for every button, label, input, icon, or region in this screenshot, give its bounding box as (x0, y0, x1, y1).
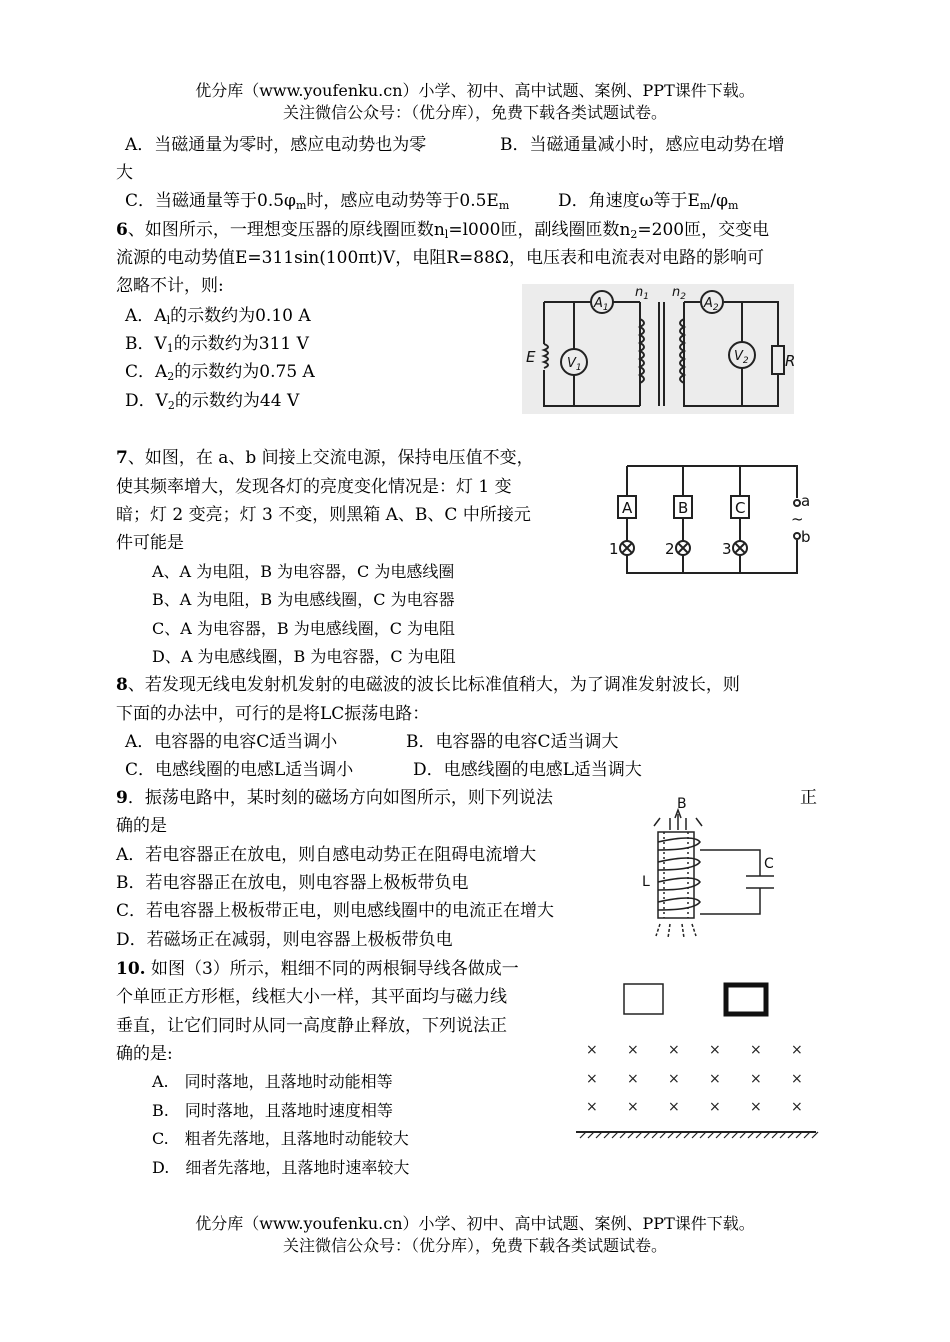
field-x-mark: × (709, 1042, 721, 1058)
q8-option-d: D．电感线圈的电感L适当调大 (413, 760, 642, 780)
field-x-mark: × (668, 1071, 680, 1087)
q5-option-b: B．当磁通量减小时，感应电动势在增 (500, 135, 785, 155)
q5-option-d: D．角速度ω等于$E_m/\varphi_m$ (558, 191, 739, 212)
q9-lc-circuit-figure (630, 796, 790, 948)
q10-stem-line-3: 垂直，让它们同时从同一高度静止释放，下列说法正 (116, 1016, 507, 1036)
thin-wire-frame (624, 984, 663, 1014)
q10-option-c: C. 粗者先落地，且落地时动能较大 (152, 1129, 409, 1148)
magnetic-field-b-label: B (677, 796, 687, 812)
field-x-mark: × (627, 1099, 639, 1115)
field-x-mark: × (668, 1042, 680, 1058)
lamp-3-label: 3 (722, 540, 732, 558)
q7-option-c: C、A 为电容器，B 为电感线圈，C 为电阻 (152, 619, 456, 638)
q10-option-a: A. 同时落地，且落地时动能相等 (152, 1072, 393, 1091)
q8-option-b: B．电容器的电容C适当调大 (406, 732, 619, 752)
q9-stem-line-2: 确的是 (116, 816, 167, 836)
field-x-mark: × (750, 1042, 762, 1058)
q10-option-d: D. 细者先落地，且落地时速率较大 (152, 1158, 410, 1177)
field-x-mark: × (791, 1042, 803, 1058)
field-x-mark: × (627, 1042, 639, 1058)
field-x-mark: × (791, 1071, 803, 1087)
secondary-coil-label: $n_2$ (672, 285, 686, 302)
q6-option-b: B．$V_1$的示数约为311 V (125, 334, 309, 355)
q10-stem-line-4: 确的是: (116, 1044, 173, 1064)
box-b-label: B (678, 499, 689, 517)
field-x-mark: × (586, 1071, 598, 1087)
q7-option-d: D、A 为电感线圈，B 为电容器，C 为电阻 (152, 647, 456, 666)
q8-stem-line-2: 下面的办法中，可行的是将LC振荡电路： (116, 704, 430, 724)
q6-stem-line-3: 忽略不计，则: (116, 276, 224, 296)
q5-option-a: A．当磁通量为零时，感应电动势也为零 (125, 135, 427, 155)
q9-option-d: D．若磁场正在减弱，则电容器上极板带负电 (116, 930, 453, 950)
field-x-mark: × (750, 1099, 762, 1115)
q7-blackbox-figure (605, 458, 810, 578)
box-a-label: A (622, 499, 633, 517)
field-x-mark: × (709, 1071, 721, 1087)
q7-stem-line-1: 7、如图，在 a、b 间接上交流电源，保持电压值不变， (116, 448, 534, 468)
field-x-mark: × (668, 1099, 680, 1115)
q6-option-d: D．$V_2$的示数约为44 V (125, 391, 300, 412)
inductor-l-label: L (642, 874, 650, 890)
q9-option-c: C．若电容器上极板带正电，则电感线圈中的电流正在增大 (116, 901, 555, 921)
q5-option-b-cont: 大 (116, 163, 133, 183)
footer-line-1: 优分库（www.youfenku.cn）小学、初中、高中试题、案例、PPT课件下载。 (195, 1214, 755, 1233)
q8-option-c: C．电感线圈的电感L适当调小 (125, 760, 354, 780)
voltmeter-v2-label: $V_2$ (734, 349, 749, 366)
q10-stem-line-1: 10. 如图（3）所示，粗细不同的两根铜导线各做成一 (116, 959, 519, 979)
q7-stem-line-3: 暗；灯 2 变亮；灯 3 不变，则黑箱 A、B、C 中所接元 (116, 505, 531, 525)
voltmeter-v1-label: $V_1$ (567, 356, 582, 373)
field-x-mark: × (627, 1071, 639, 1087)
field-x-mark: × (586, 1099, 598, 1115)
q7-stem-line-4: 件可能是 (116, 533, 184, 553)
q6-stem-line-1: 6、如图所示，一理想变压器的原线圈匝数$n_l=l000$匝，副线圈匝数$n_2=200$匝，交变电 (116, 220, 770, 241)
footer-line-2: 关注微信公众号：（优分库），免费下载各类试题试卷。 (282, 1236, 667, 1255)
field-x-mark: × (750, 1071, 762, 1087)
field-x-mark: × (586, 1042, 598, 1058)
lamp-2-label: 2 (665, 540, 675, 558)
field-x-mark: × (709, 1099, 721, 1115)
lamp-1-label: 1 (609, 540, 619, 558)
q9-stem-line-1-end: 正 (800, 788, 817, 808)
thick-wire-frame (726, 985, 766, 1014)
q5-option-c: C．当磁通量等于$0.5\varphi_m$时，感应电动势等于$0.5E_m$ (125, 191, 510, 212)
field-x-mark: × (791, 1099, 803, 1115)
header-line-1: 优分库（www.youfenku.cn）小学、初中、高中试题、案例、PPT课件下载。 (195, 81, 755, 100)
ac-symbol: ~ (791, 510, 804, 528)
q9-option-b: B．若电容器正在放电，则电容器上极板带负电 (116, 873, 469, 893)
ammeter-a2-label: $A_2$ (704, 296, 719, 313)
q6-option-c: C．$A_2$的示数约为0.75 A (125, 362, 315, 383)
primary-coil-label: $n_1$ (635, 285, 649, 302)
q6-stem-line-2: 流源的电动势值E=311sin(100πt)V，电阻R=88Ω，电压表和电流表对电路的影响可 (116, 248, 764, 268)
q6-option-a: A．$A_l$的示数约为0.10 A (125, 306, 311, 327)
q10-stem-line-2: 个单匝正方形框，线框大小一样，其平面均与磁力线 (116, 987, 507, 1007)
q9-option-a: A．若电容器正在放电，则自感电动势正在阻碍电流增大 (116, 845, 537, 865)
q9-stem-line-1: 9．振荡电路中，某时刻的磁场方向如图所示，则下列说法 (116, 788, 553, 808)
q8-stem-line-1: 8、若发现无线电发射机发射的电磁波的波长比标准值稍大，为了调准发射波长，则 (116, 675, 740, 695)
resistor-r-label: R (785, 352, 796, 370)
q10-frames-figure (572, 978, 820, 1142)
capacitor-c-label: C (764, 856, 774, 872)
source-e-label: E (526, 348, 536, 366)
magnetic-field-grid (586, 1042, 803, 1115)
q7-option-a: A、A 为电阻，B 为电容器，C 为电感线圈 (152, 562, 455, 581)
ammeter-a1-label: $A_1$ (594, 296, 609, 313)
header-line-2: 关注微信公众号：（优分库），免费下载各类试题试卷。 (282, 103, 667, 122)
q7-option-b: B、A 为电阻，B 为电感线圈，C 为电容器 (152, 590, 455, 609)
box-c-label: C (735, 499, 746, 517)
q10-option-b: B. 同时落地，且落地时速度相等 (152, 1101, 393, 1120)
q7-stem-line-2: 使其频率增大，发现各灯的亮度变化情况是：灯 1 变 (116, 477, 512, 497)
terminal-a-label: a (801, 492, 811, 510)
terminal-b-label: b (801, 528, 811, 546)
q6-transformer-figure (522, 284, 794, 414)
q8-option-a: A．电容器的电容C适当调小 (125, 732, 338, 752)
